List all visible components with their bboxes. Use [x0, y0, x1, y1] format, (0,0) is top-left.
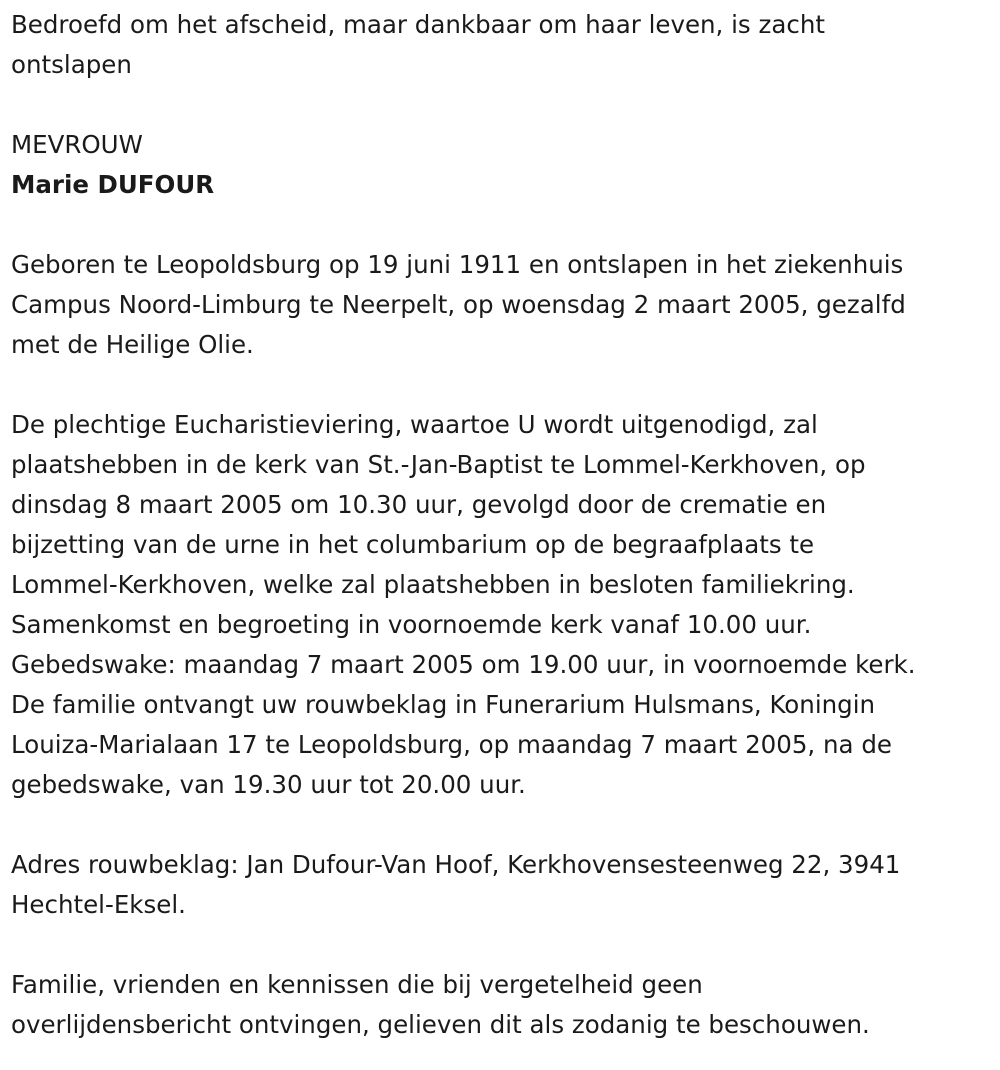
- birth-death-line: Geboren te Leopoldsburg op 19 juni 1911 en ontslapen in het ziekenhuis: [11, 250, 904, 279]
- ceremony-line: De familie ontvangt uw rouwbeklag in Funerarium Hulsmans, Koningin: [11, 690, 876, 719]
- address-paragraph: [11, 845, 1000, 925]
- ceremony-line: plaatshebben in de kerk van St.-Jan-Baptist te Lommel-Kerkhoven, op: [11, 450, 866, 479]
- deceased-title: MEVROUW: [11, 130, 143, 159]
- ceremony-line: Louiza-Marialaan 17 te Leopoldsburg, op maandag 7 maart 2005, na de: [11, 730, 892, 759]
- ceremony-line: Gebedswake: maandag 7 maart 2005 om 19.00 uur, in voornoemde kerk.: [11, 650, 916, 679]
- birth-death-line: Campus Noord-Limburg te Neerpelt, op woensdag 2 maart 2005, gezalfd: [11, 290, 906, 319]
- ceremony-line: Lommel-Kerkhoven, welke zal plaatshebben in besloten familiekring.: [11, 570, 855, 599]
- birth-death-paragraph: [11, 245, 1000, 365]
- ceremony-line: gebedswake, van 19.30 uur tot 20.00 uur.: [11, 770, 526, 799]
- ceremony-line: De plechtige Eucharistieviering, waartoe U wordt uitgenodigd, zal: [11, 410, 818, 439]
- intro-line: ontslapen: [11, 50, 132, 79]
- ceremony-line: dinsdag 8 maart 2005 om 10.30 uur, gevolgd door de crematie en: [11, 490, 827, 519]
- ceremony-paragraph: [11, 405, 1000, 805]
- address-line: Hechtel-Eksel.: [11, 890, 186, 919]
- intro-line: Bedroefd om het afscheid, maar dankbaar om haar leven, is zacht: [11, 10, 825, 39]
- closing-line: Familie, vrienden en kennissen die bij vergetelheid geen: [11, 970, 703, 999]
- ceremony-line: Samenkomst en begroeting in voornoemde kerk vanaf 10.00 uur.: [11, 610, 812, 639]
- intro-paragraph: [11, 5, 1000, 85]
- birth-death-line: met de Heilige Olie.: [11, 330, 254, 359]
- deceased-heading: [11, 125, 1000, 205]
- closing-line: overlijdensbericht ontvingen, gelieven dit als zodanig te beschouwen.: [11, 1010, 870, 1039]
- address-line: Adres rouwbeklag: Jan Dufour-Van Hoof, Kerkhovensesteenweg 22, 3941: [11, 850, 901, 879]
- ceremony-line: bijzetting van de urne in het columbarium op de begraafplaats te: [11, 530, 815, 559]
- closing-paragraph: [11, 965, 1000, 1045]
- deceased-name: Marie DUFOUR: [11, 170, 215, 199]
